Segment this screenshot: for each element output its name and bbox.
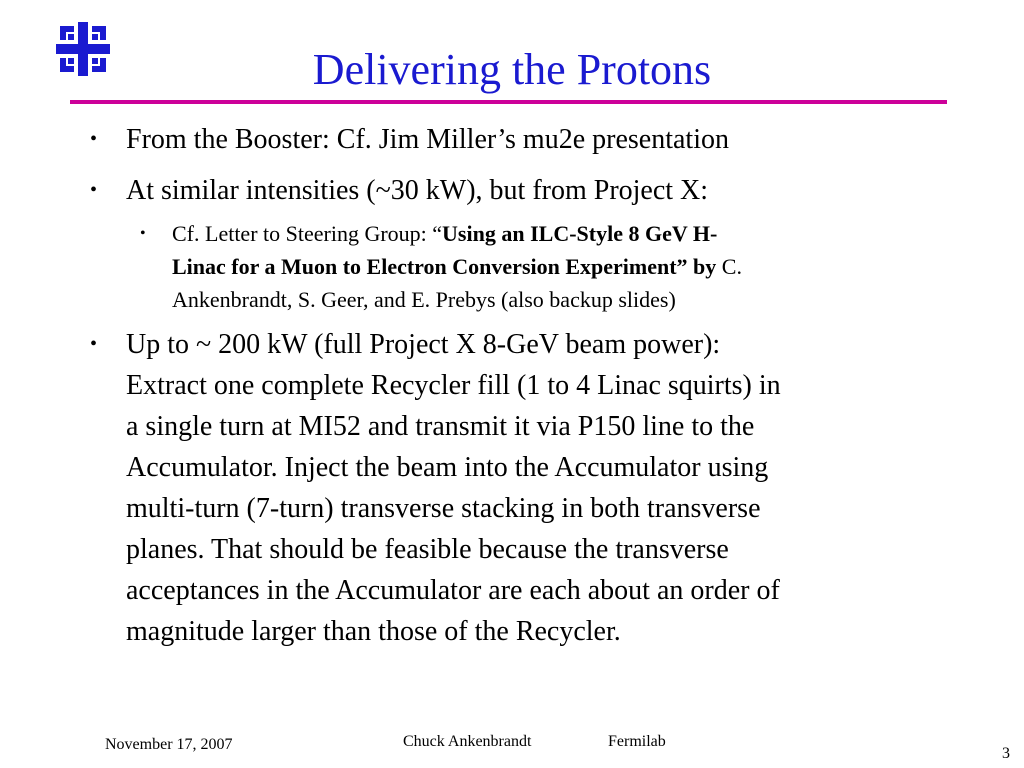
footer-author: Chuck Ankenbrandt: [403, 733, 532, 750]
bullet-line: a single turn at MI52 and transmit it via P150 line to the: [126, 411, 755, 442]
bullet-dot-icon: •: [90, 179, 98, 201]
bullet-line: acceptances in the Accumulator are each about an order of: [126, 575, 780, 606]
sub-bullet-prefix: Cf. Letter to Steering Group: “: [172, 221, 443, 246]
bullet-dot-icon: •: [140, 225, 146, 242]
sub-bullet-item: [140, 217, 932, 316]
sub-bullet-authors: Ankenbrandt, S. Geer, and E. Prebys (also backup slides): [172, 287, 676, 312]
bullet-line: multi-turn (7-turn) transverse stacking in both transverse: [126, 493, 761, 524]
bullet-dot-icon: •: [90, 128, 98, 150]
bullet-text: At similar intensities (~30 kW), but from Project X:: [126, 175, 709, 206]
sub-bullet-after: C.: [716, 254, 742, 279]
bullet-item: [90, 324, 781, 652]
slide-title: Delivering the Protons: [312, 45, 712, 94]
bullet-line: Accumulator. Inject the beam into the Accumulator using: [126, 452, 769, 483]
sub-bullet-bold-title-cont: Linac for a Muon to Electron Conversion Experiment” by: [172, 254, 717, 279]
sub-bullet-bold-title: Using an ILC-Style 8 GeV H-: [442, 221, 718, 246]
bullet-line: Up to ~ 200 kW (full Project X 8-GeV beam power):: [126, 329, 721, 360]
bullet-item: [90, 119, 729, 160]
bullet-line: magnitude larger than those of the Recycler.: [126, 616, 621, 647]
bullet-text: From the Booster: Cf. Jim Miller’s mu2e presentation: [126, 124, 729, 155]
slide-number: 3: [1002, 745, 1010, 762]
bullet-dot-icon: •: [90, 333, 98, 355]
bullet-item: [90, 170, 709, 211]
footer-date: November 17, 2007: [105, 736, 233, 753]
bullet-line: Extract one complete Recycler fill (1 to 4 Linac squirts) in: [126, 370, 781, 401]
bullet-line: planes. That should be feasible because the transverse: [126, 534, 729, 565]
footer-org: Fermilab: [608, 733, 666, 750]
